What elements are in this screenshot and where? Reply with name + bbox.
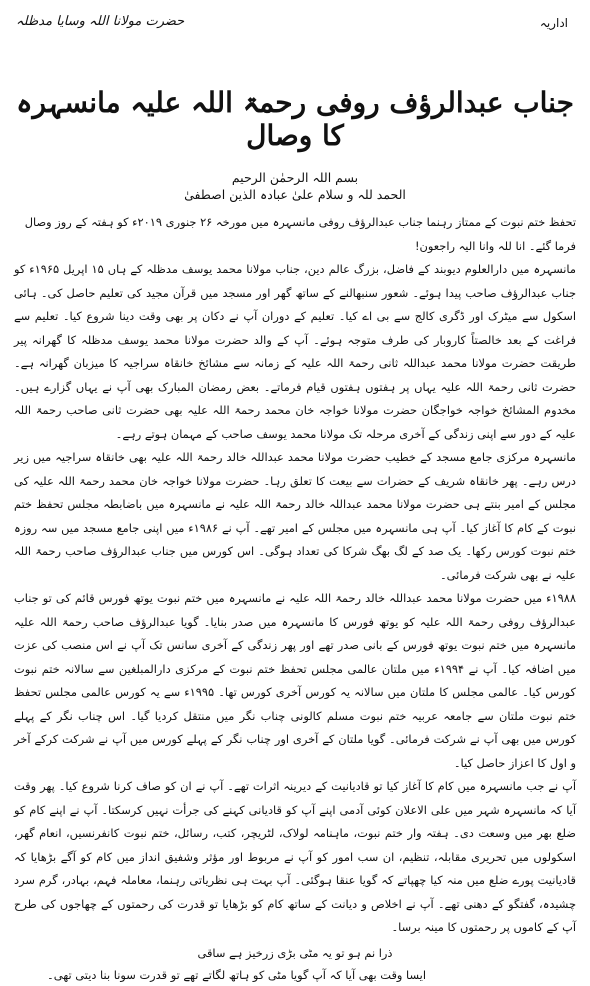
section-label: اداریہ <box>539 16 568 30</box>
poem-verse: ذرا نم ہو تو یہ مٹی بڑی زرخیز ہے ساقی <box>197 945 393 960</box>
bismillah-line: بسم اللہ الرحمٰن الرحیم <box>231 170 359 185</box>
paragraph-1: مانسہرہ میں دارالعلوم دیوبند کے فاضل، بزرگ عالم دین، جناب مولانا محمد یوسف مدظلہ کے ہاں ۱۵ اپریل ۱۹۶۵ء کو جناب عبدالرؤف صاحب پیدا ہوئے۔ شعور سنبھالنے کے ساتھ گھر اور مسجد میں قرآن مجید کی تعلیم حاصل کی۔ ہائی اسکول سے میٹرک اور ڈگری کالج سے بی اے کیا۔ تعلیم کے دوران آپ نے دکان پر بھی وقت دینا شروع کیا۔ تعلیم سے فراغت کے بعد خالصتاً کاروبار کی طرف متوجہ ہوئے۔ آپ کے والد حضرت مولانا محمد یوسف مدظلہ کا گھرانہ پیر طریقت حضرت مولانا محمد عبداللہ ثانی رحمۃ اللہ علیہ کے زمانہ سے مشائخ خانقاہ سراجیہ کا میزبان گھرانہ ہے۔ حضرت ثانی رحمۃ اللہ علیہ یہاں پر ہفتوں ہفتوں قیام فرماتے۔ بعض رمضان المبارک بھی آپ نے یہاں گزارے ہیں۔ مخدوم المشائخ خواجہ خواجگان حضرت مولانا خواجہ خان محمد رحمۃ اللہ علیہ بھی حضرت ثانی صاحب رحمۃ اللہ علیہ کے دور سے اپنی زندگی کے آخری مرحلہ تک مولانا محمد یوسف صاحب کے مہمان ہوتے رہے۔ <box>14 262 576 441</box>
paragraph-3: ۱۹۸۸ء میں حضرت مولانا محمد عبداللہ خالد رحمۃ اللہ علیہ نے مانسہرہ میں ختم نبوت یوتھ فورس قائم کی تو جناب عبدالرؤف روفی رحمۃ اللہ علیہ کو یوتھ فورس کا مانسہرہ میں صدر بنایا۔ گویا عبدالرؤف صاحب رحمۃ اللہ علیہ مانسہرہ میں ختم نبوت یوتھ فورس کے بانی صدر تھے اور پھر زندگی کے آخری سانس تک آپ نے اس منصب کی عزت میں اضافہ کیا۔ آپ نے ۱۹۹۴ء میں ملتان عالمی مجلس تحفظ ختم نبوت کے مرکزی دارالمبلغین سے سالانہ ختم نبوت کورس کیا۔ عالمی مجلس کا ملتان میں سالانہ یہ کورس آخری کورس تھا۔ ۱۹۹۵ء سے یہ کورس عالمی مجلس تحفظ ختم نبوت ملتان سے جامعہ عربیہ ختم نبوت مسلم کالونی چناب نگر میں منتقل کردیا گیا۔ اس چناب نگر کے پہلے کورس میں بھی آپ نے شرکت فرمائی۔ گویا ملتان کے آخری اور چناب نگر کے پہلے کورس میں آپ نے شرکت کرکے آخر و اول کا اعزاز حاصل کیا۔ <box>14 591 577 770</box>
intro-paragraph: تحفظ ختم نبوت کے ممتاز رہنما جناب عبدالرؤف روفی مانسہرہ میں مورخہ ۲۶ جنوری ۲۰۱۹ء کو ہفتہ کے روز وصال فرما گئے۔ انا للہ وانا الیہ راجعون! <box>24 215 576 253</box>
paragraph-2: مانسہرہ مرکزی جامع مسجد کے خطیب حضرت مولانا محمد عبداللہ خالد رحمۃ اللہ علیہ بھی خانقاہ سراجیہ میں زیر درس رہے۔ پھر خانقاہ شریف کے حضرات سے بیعت کا تعلق رہا۔ حضرت مولانا خواجہ خان محمد رحمۃ اللہ علیہ کی مجلس کے امیر بنتے ہی حضرت مولانا محمد عبداللہ خالد رحمۃ اللہ علیہ نے مانسہرہ میں باضابطہ مجلس تحفظ ختم نبوت کے کام کا آغاز کیا۔ آپ ہی مانسہرہ میں مجلس کے امیر تھے۔ آپ نے ۱۹۸۶ء میں اپنی جامع مسجد میں سہ روزہ ختم نبوت کورس رکھا۔ یک صد کے لگ بھگ شرکا کی تعداد ہوگی۔ اس کورس میں جناب عبدالرؤف صاحب رحمۃ اللہ علیہ نے بھی شرکت فرمائی۔ <box>14 450 576 582</box>
paragraph-4: آپ نے جب مانسہرہ میں کام کا آغاز کیا تو قادیانیت کے دیرینہ اثرات تھے۔ آپ نے ان کو صاف کرنا شروع کیا۔ پھر وقت آیا کہ مانسہرہ شہر میں علی الاعلان کوئی آدمی اپنے آپ کو قادیانی کہنے کی جرأت نہیں کرسکتا۔ آپ نے اپنے کام کو ضلع بھر میں وسعت دی۔ ہفتہ وار ختم نبوت، ماہنامہ لولاک، لٹریچر، کتب، رسائل، ختم نبوت کانفرنسیں، انعام گھر، اسکولوں میں تحریری مقابلہ، تنظیم، ان سب امور کو آپ نے مربوط اور مؤثر وشفیق انداز میں کام کو آگے بڑھایا کہ قادیانیت پورے ضلع میں منہ کیا چھپاتے کہ گویا عنقا ہوگئی۔ آپ بہت ہی نظریاتی رہنما، معاملہ فہم، بہادر، گرم سرد چشیدہ، گفتگو کے دھنی تھے۔ آپ نے اخلاص و دیانت کے ساتھ کام کو بڑھایا تو قدرت کی رحمتوں کے چھاجوں کی طرح آپ کے کاموں پر رحمتوں کا مینہ برسا۔ <box>14 779 576 934</box>
closing-line: ایسا وقت بھی آیا کہ آپ گویا مٹی کو ہاتھ لگاتے تھے تو قدرت سونا بنا دیتی تھی۔ <box>47 967 426 982</box>
author-name: حضرت مولانا اللہ وسایا مدظلہ <box>16 14 185 29</box>
hamd-line: الحمد للہ و سلام علیٰ عبادہ الذین اصطفیٰ <box>184 187 406 202</box>
article-title: جناب عبدالرؤف روفی رحمۃ اللہ علیہ مانسہرہ کا وصال <box>16 86 574 152</box>
page-header <box>14 10 576 38</box>
